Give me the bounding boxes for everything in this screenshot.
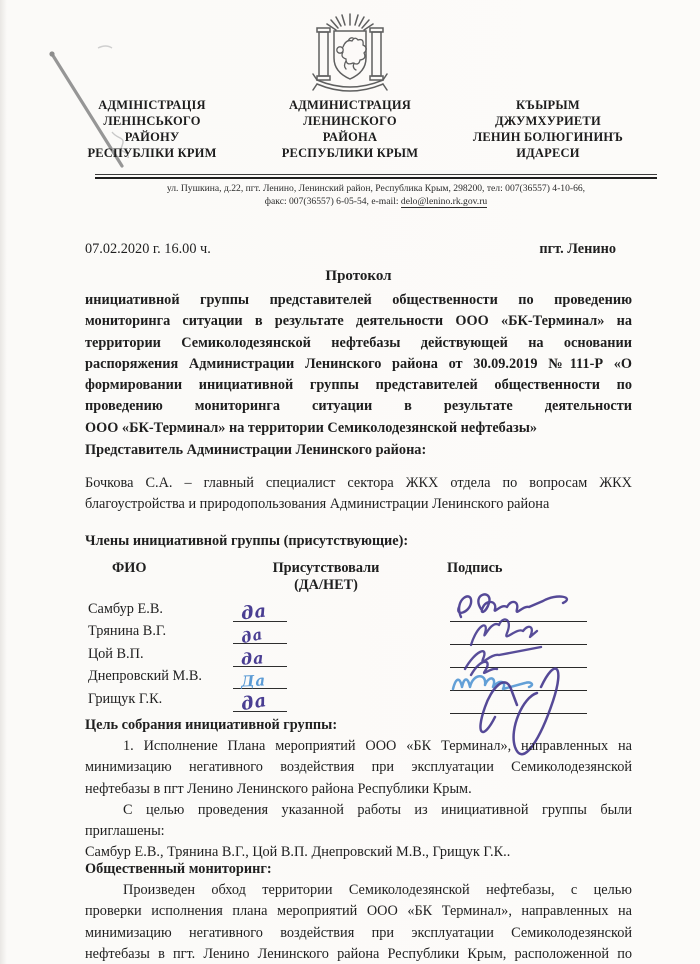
signature-line	[450, 621, 587, 622]
crimea-coat-of-arms-icon	[310, 10, 390, 98]
org-ru-line: ЛЕНИНСКОГО	[303, 114, 397, 128]
column-header-present-sub: (ДА/НЕТ)	[294, 577, 358, 593]
columns	[317, 28, 383, 80]
monitoring-line: проверки исполнения плана мероприятий ООО «БК Терминал», направленных на	[85, 903, 632, 920]
representative-line: благоустройства и природопользования Администрации Ленинского района	[85, 496, 550, 513]
document-title: Протокол	[325, 268, 392, 284]
monitoring-line: минимизацию негативного воздействия при эксплуатации Семиколодезянской	[85, 924, 632, 941]
org-ru-line: АДМИНИСТРАЦИЯ	[288, 98, 412, 112]
signature-sambur	[458, 594, 567, 617]
subject-line: мониторинга ситуации в результате деятельности ООО «БК-Терминал» на	[85, 313, 632, 330]
org-uk-line: ЛЕНІНСЬКОГО	[103, 114, 201, 128]
org-uk-line: РЕСПУБЛІКИ КРИМ	[87, 146, 217, 160]
subject-line: территории Семиколодезянской нефтебазы действующей на основании	[85, 334, 632, 351]
griffin	[337, 38, 366, 70]
protocol-place: пгт. Ленино	[539, 241, 616, 257]
subject-line: проведению мониторинга ситуации в результате деятельности	[85, 398, 632, 415]
org-ct-line: ДЖУМХУРИЕТИ	[494, 114, 601, 128]
handwritten-da: да	[240, 648, 266, 669]
subject-line: ООО «БК-Терминал» на территории Семиколодезянской нефтебазы»	[85, 419, 538, 436]
handwritten-da: Да	[240, 671, 267, 691]
presence-cell	[233, 622, 287, 648]
org-name-crimean-tatar	[454, 97, 642, 161]
column-header-signature: Подпись	[447, 560, 503, 576]
protocol-subject	[85, 290, 632, 439]
monitoring-heading: Общественный мониторинг:	[85, 861, 272, 877]
handwritten-da: да	[239, 689, 269, 716]
presence-cell	[233, 689, 287, 716]
monitoring-text	[85, 880, 632, 964]
goal-line: нефтебазы в пгт Ленино Ленинского района Республики Крым.	[85, 780, 472, 797]
handwritten-da: да	[239, 600, 269, 625]
members-heading: Члены инициативной группы (присутствующие):	[85, 533, 409, 549]
goal-text	[85, 736, 632, 864]
signature-dneprovsky	[453, 676, 532, 689]
column-header-present	[256, 560, 396, 594]
signature-tsoy	[465, 647, 541, 675]
presence-cell	[233, 667, 287, 689]
signature-line	[450, 713, 587, 714]
invited-members-line: Самбур Е.В., Трянина В.Г., Цой В.П. Днепровский М.В., Грищук Г.К..	[85, 844, 511, 861]
org-name-russian	[246, 97, 454, 161]
representative-line: Бочкова С.А. – главный специалист сектора ЖКХ отдела по вопросам ЖКХ	[85, 475, 632, 491]
letterhead-address	[95, 182, 657, 208]
member-name: Грищук Г.К.	[88, 691, 163, 707]
member-name: Цой В.П.	[88, 646, 144, 662]
handwritten-da: да	[239, 624, 265, 648]
subject-line: распоряжения Администрации Ленинского района от 30.09.2019 №111-Р «О	[85, 355, 632, 372]
representative-text	[85, 473, 632, 516]
protocol-datetime: 07.02.2020 г. 16.00 ч.	[85, 241, 211, 257]
org-ru-line: РАЙОНА	[322, 130, 378, 144]
address-line2	[95, 195, 657, 208]
goal-line: С целью проведения указанной работы из инициативной группы были	[123, 801, 632, 818]
subject-line: инициативной группы представителей общественности по проведению	[85, 292, 632, 308]
meta-row	[85, 239, 632, 260]
letterhead-divider	[95, 174, 657, 179]
representative-heading: Представитель Администрации Ленинского района:	[85, 442, 427, 458]
signature-line	[450, 667, 587, 668]
address-line1: ул. Пушкина, д.22, пгт. Ленино, Ленинский район, Республика Крым, 298200, тел: 007(36557) 4-10-66,	[166, 183, 586, 194]
column-header-name: ФИО	[112, 560, 147, 576]
goal-line: 1. Исполнение Плана мероприятий ООО «БК Терминал», направленных на	[123, 738, 632, 754]
signature-line	[450, 644, 587, 645]
goal-heading: Цель собрания инициативной группы:	[85, 717, 338, 733]
sun-rays	[327, 14, 373, 30]
presence-cell	[233, 645, 287, 667]
org-ct-line: ЛЕНИН БОЛЮГИНИНЪ	[472, 130, 624, 144]
goal-line: приглашены:	[85, 823, 165, 840]
monitoring-line: Произведен обход территории Семиколодезянской нефтебазы, с целью	[123, 882, 632, 898]
org-ct-line: КЪЫРЫМ	[516, 98, 580, 112]
address-fax: факс: 007(36557) 6-05-54, e-mail:	[264, 196, 401, 207]
org-name-ukrainian	[58, 97, 246, 161]
monitoring-line: нефтебазы в пгт. Ленино Ленинского района Республики Крым, расположенной по	[85, 945, 632, 962]
column-header-present-line: Присутствовали	[272, 560, 380, 576]
signature-tryanina	[471, 619, 537, 645]
org-ru-line: РЕСПУБЛИКИ КРЫМ	[281, 146, 419, 160]
org-uk-line: РАЙОНУ	[124, 130, 180, 144]
letterhead-org-names	[58, 97, 642, 161]
member-name: Самбур Е.В.	[88, 601, 163, 617]
member-name: Днепровский М.В.	[88, 668, 202, 684]
subject-line: формировании инициативной группы представителей общественности по	[85, 377, 632, 394]
signature-line	[450, 690, 587, 691]
org-uk-line: АДМІНІСТРАЦІЯ	[98, 98, 206, 112]
email-text: delo@lenino.rk.gov.ru	[400, 196, 488, 207]
member-name: Трянина В.Г.	[88, 623, 167, 639]
goal-line: минимизацию негативного воздействия при эксплуатации Семиколодезянской	[85, 759, 632, 776]
presence-cell	[233, 600, 287, 625]
org-ct-line: ИДАРЕСИ	[516, 146, 580, 160]
